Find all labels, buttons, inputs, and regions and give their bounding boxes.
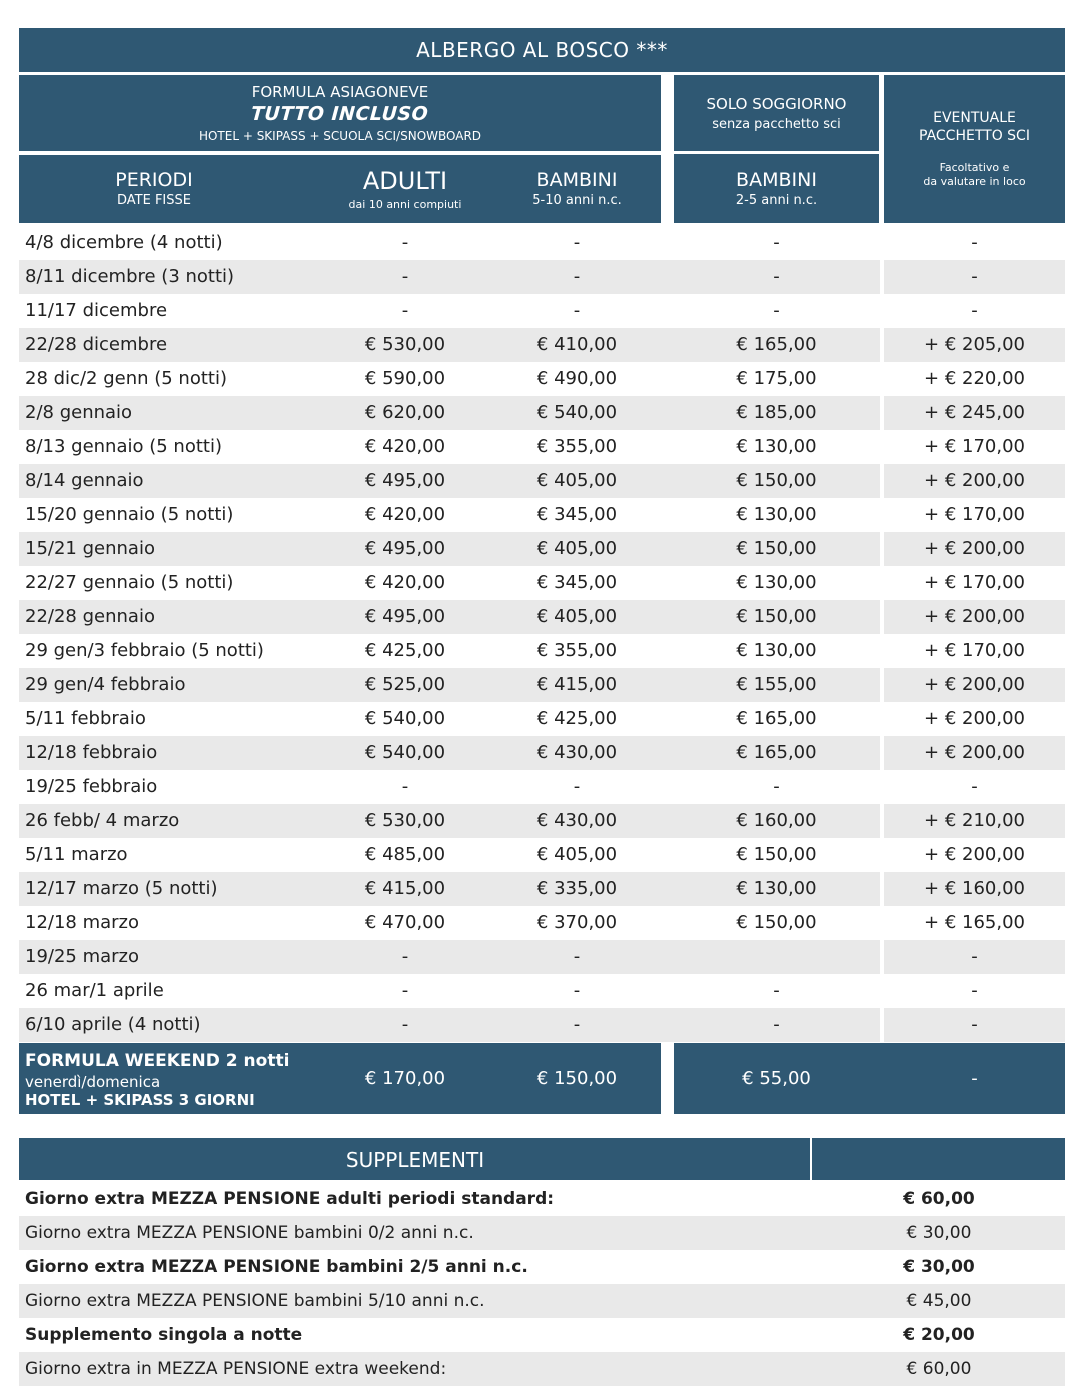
price-table	[19, 226, 1065, 1042]
table-row	[19, 1008, 1065, 1042]
table-row	[19, 430, 1065, 464]
adulti-cell: € 495,00	[364, 538, 446, 559]
period-cell: 12/18 febbraio	[25, 742, 158, 763]
bambini-cell: -	[573, 300, 581, 321]
bambini-cell: -	[573, 266, 581, 287]
supplement-price: € 45,00	[906, 1291, 972, 1311]
bambini-cell: € 415,00	[536, 674, 618, 695]
bambini-cell: -	[573, 776, 581, 797]
adulti-cell: -	[401, 1014, 409, 1035]
col-periodi-title: PERIODI	[115, 169, 193, 191]
bambini-2-cell: € 165,00	[736, 742, 817, 763]
adulti-cell: -	[401, 946, 409, 967]
ski-package-line1: EVENTUALE	[933, 110, 1016, 126]
adulti-cell: € 590,00	[364, 368, 446, 389]
table-row	[19, 464, 1065, 498]
supplement-row	[19, 1284, 1065, 1318]
ski-cell: + € 200,00	[924, 538, 1025, 559]
bambini-2-cell: € 185,00	[736, 402, 817, 423]
period-cell: 19/25 febbraio	[25, 776, 158, 797]
supplement-label: Supplemento singola a notte	[25, 1325, 303, 1345]
adulti-cell: -	[401, 300, 409, 321]
formula-includes: HOTEL + SKIPASS + SCUOLA SCI/SNOWBOARD	[198, 129, 482, 143]
ski-cell: + € 200,00	[924, 470, 1025, 491]
period-cell: 8/13 gennaio (5 notti)	[25, 436, 222, 457]
supplement-label: Giorno extra MEZZA PENSIONE adulti periodi standard:	[25, 1189, 555, 1209]
bambini-cell: € 370,00	[536, 912, 618, 933]
adulti-cell: € 525,00	[364, 674, 446, 695]
ski-package-note2: da valutare in loco	[923, 175, 1026, 188]
bambini-2-cell: -	[773, 266, 780, 287]
bambini-cell: € 410,00	[536, 334, 618, 355]
weekend-bambini-2: € 55,00	[742, 1068, 811, 1089]
bambini-2-cell: € 160,00	[736, 810, 817, 831]
supplementi-table	[19, 1182, 1065, 1386]
col-bambini-sub: 5-10 anni n.c.	[532, 193, 622, 208]
weekend-adulti: € 170,00	[364, 1068, 446, 1089]
period-cell: 8/14 gennaio	[25, 470, 144, 491]
bambini-cell: € 355,00	[536, 436, 618, 457]
adulti-cell: -	[401, 232, 409, 253]
col-periodi-sub: DATE FISSE	[117, 193, 191, 208]
table-row	[19, 974, 1065, 1008]
col-bambini-2	[674, 154, 879, 223]
adulti-cell: € 420,00	[364, 504, 446, 525]
col-adulti	[319, 154, 491, 223]
solo-soggiorno-sub: senza pacchetto sci	[712, 116, 841, 132]
bambini-2-cell: € 175,00	[736, 368, 817, 389]
supplement-row	[19, 1182, 1065, 1216]
supplement-label: Giorno extra MEZZA PENSIONE bambini 5/10 anni n.c.	[25, 1291, 485, 1311]
adulti-cell: € 530,00	[364, 810, 446, 831]
adulti-cell: € 530,00	[364, 334, 446, 355]
period-cell: 5/11 marzo	[25, 844, 128, 865]
bambini-cell: -	[573, 980, 581, 1001]
period-cell: 28 dic/2 genn (5 notti)	[25, 368, 227, 389]
table-row	[19, 906, 1065, 940]
period-cell: 26 mar/1 aprile	[25, 980, 164, 1001]
supplement-label: Giorno extra MEZZA PENSIONE bambini 0/2 anni n.c.	[25, 1223, 474, 1243]
column-headers	[19, 154, 661, 223]
ski-cell: + € 170,00	[924, 504, 1025, 525]
adulti-cell: € 415,00	[364, 878, 446, 899]
ski-cell: -	[971, 300, 978, 321]
col-adulti-title: ADULTI	[362, 166, 448, 195]
table-row	[19, 566, 1065, 600]
period-cell: 12/17 marzo (5 notti)	[25, 878, 218, 899]
bambini-cell: € 430,00	[536, 742, 618, 763]
period-cell: 2/8 gennaio	[25, 402, 133, 423]
supplementi-title: SUPPLEMENTI	[345, 1148, 485, 1172]
supplement-row	[19, 1352, 1065, 1386]
table-row	[19, 668, 1065, 702]
weekend-row-right	[674, 1043, 1065, 1114]
bambini-cell: € 335,00	[536, 878, 618, 899]
col-periodi	[79, 154, 229, 223]
bambini-cell: € 425,00	[536, 708, 618, 729]
table-row	[19, 872, 1065, 906]
bambini-cell: € 405,00	[536, 844, 618, 865]
bambini-cell: -	[573, 946, 581, 967]
adulti-cell: € 425,00	[364, 640, 446, 661]
bambini-cell: € 490,00	[536, 368, 618, 389]
bambini-2-cell: € 150,00	[736, 844, 817, 865]
table-row	[19, 770, 1065, 804]
table-row	[19, 804, 1065, 838]
ski-cell: + € 170,00	[924, 436, 1025, 457]
bambini-2-cell: € 130,00	[736, 572, 817, 593]
period-cell: 8/11 dicembre (3 notti)	[25, 266, 235, 287]
solo-soggiorno-header	[674, 75, 879, 151]
ski-package-header	[884, 75, 1065, 223]
ski-cell: + € 200,00	[924, 742, 1025, 763]
bambini-2-cell: € 165,00	[736, 334, 817, 355]
bambini-2-cell: € 130,00	[736, 878, 817, 899]
period-cell: 11/17 dicembre	[25, 300, 168, 321]
table-row	[19, 294, 1065, 328]
period-cell: 15/20 gennaio (5 notti)	[25, 504, 234, 525]
col-bambini	[491, 154, 663, 223]
table-row	[19, 396, 1065, 430]
ski-cell: + € 170,00	[924, 640, 1025, 661]
hotel-title-text: ALBERGO AL BOSCO ***	[416, 38, 668, 62]
table-row	[19, 328, 1065, 362]
adulti-cell: -	[401, 980, 409, 1001]
table-row	[19, 600, 1065, 634]
period-cell: 26 febb/ 4 marzo	[25, 810, 180, 831]
supplement-price: € 60,00	[903, 1189, 975, 1209]
ski-package-note1: Facoltativo e	[939, 161, 1010, 174]
bambini-cell: -	[573, 1014, 581, 1035]
bambini-cell: € 430,00	[536, 810, 618, 831]
weekend-row	[19, 1043, 661, 1114]
bambini-2-cell: € 155,00	[736, 674, 817, 695]
supplement-price: € 30,00	[903, 1257, 975, 1277]
adulti-cell: € 495,00	[364, 470, 446, 491]
supplement-label: Giorno extra in MEZZA PENSIONE extra weekend:	[25, 1359, 447, 1379]
ski-cell: + € 200,00	[924, 708, 1025, 729]
bambini-cell: € 405,00	[536, 470, 618, 491]
supplement-price: € 20,00	[903, 1325, 975, 1345]
period-cell: 5/11 febbraio	[25, 708, 146, 729]
ski-cell: + € 200,00	[924, 606, 1025, 627]
bambini-2-cell: € 150,00	[736, 606, 817, 627]
adulti-cell: € 420,00	[364, 572, 446, 593]
period-cell: 22/27 gennaio (5 notti)	[25, 572, 234, 593]
bambini-cell: € 345,00	[536, 572, 618, 593]
bambini-2-cell: € 165,00	[736, 708, 817, 729]
solo-soggiorno-title: SOLO SOGGIORNO	[706, 94, 847, 113]
adulti-cell: -	[401, 776, 409, 797]
period-cell: 22/28 gennaio	[25, 606, 155, 627]
bambini-2-cell: -	[773, 980, 780, 1001]
adulti-cell: € 620,00	[364, 402, 446, 423]
ski-cell: -	[971, 980, 978, 1001]
supplement-row	[19, 1318, 1065, 1352]
ski-package-line2: PACCHETTO SCI	[919, 128, 1030, 144]
bambini-2-cell: € 130,00	[736, 640, 817, 661]
period-cell: 4/8 dicembre (4 notti)	[25, 232, 223, 253]
ski-cell: + € 210,00	[924, 810, 1025, 831]
weekend-title: FORMULA WEEKEND 2 notti	[25, 1051, 290, 1071]
bambini-cell: € 405,00	[536, 606, 618, 627]
period-cell: 19/25 marzo	[25, 946, 140, 967]
period-cell: 29 gen/4 febbraio	[25, 674, 186, 695]
table-row	[19, 940, 1065, 974]
column-headers-solo	[674, 154, 879, 223]
supplement-label: Giorno extra MEZZA PENSIONE bambini 2/5 anni n.c.	[25, 1257, 528, 1277]
bambini-2-cell: € 150,00	[736, 470, 817, 491]
adulti-cell: € 540,00	[364, 742, 446, 763]
formula-header	[19, 75, 661, 151]
table-row	[19, 736, 1065, 770]
ski-cell: + € 170,00	[924, 572, 1025, 593]
bambini-2-cell	[674, 940, 879, 974]
supplementi-header	[19, 1138, 810, 1180]
ski-cell: -	[971, 1014, 978, 1035]
bambini-2-cell: -	[773, 776, 780, 797]
ski-cell: + € 245,00	[924, 402, 1025, 423]
bambini-2-cell: € 150,00	[736, 912, 817, 933]
adulti-cell: € 485,00	[364, 844, 446, 865]
bambini-2-cell: -	[773, 300, 780, 321]
adulti-cell: € 420,00	[364, 436, 446, 457]
supplement-row	[19, 1250, 1065, 1284]
ski-cell: + € 160,00	[924, 878, 1025, 899]
ski-cell: -	[971, 232, 978, 253]
ski-cell: + € 205,00	[924, 334, 1025, 355]
table-row	[19, 634, 1065, 668]
ski-cell: + € 200,00	[924, 844, 1025, 865]
supplement-row	[19, 1216, 1065, 1250]
bambini-2-cell: € 150,00	[736, 538, 817, 559]
bambini-cell: € 355,00	[536, 640, 618, 661]
bambini-2-cell: -	[773, 1014, 780, 1035]
weekend-includes: HOTEL + SKIPASS 3 GIORNI	[25, 1091, 255, 1109]
period-cell: 22/28 dicembre	[25, 334, 168, 355]
ski-cell: -	[971, 946, 978, 967]
adulti-cell: € 495,00	[364, 606, 446, 627]
weekend-days: venerdì/domenica	[25, 1073, 161, 1091]
ski-cell: + € 200,00	[924, 674, 1025, 695]
bambini-cell: € 540,00	[536, 402, 618, 423]
supplement-price: € 60,00	[906, 1359, 972, 1379]
ski-cell: -	[971, 776, 978, 797]
adulti-cell: € 470,00	[364, 912, 446, 933]
table-row	[19, 532, 1065, 566]
period-cell: 15/21 gennaio	[25, 538, 155, 559]
weekend-ski: -	[971, 1068, 978, 1089]
hotel-title	[19, 28, 1065, 72]
adulti-cell: € 540,00	[364, 708, 446, 729]
table-row	[19, 838, 1065, 872]
supplementi-header-right	[812, 1138, 1065, 1180]
table-row	[19, 498, 1065, 532]
col-bambini-2-sub: 2-5 anni n.c.	[735, 193, 818, 208]
col-bambini-title: BAMBINI	[536, 169, 618, 191]
supplement-price: € 30,00	[906, 1223, 972, 1243]
bambini-2-cell: € 130,00	[736, 504, 817, 525]
weekend-bambini: € 150,00	[536, 1068, 618, 1089]
formula-name: FORMULA ASIAGONEVE	[251, 83, 429, 101]
period-cell: 29 gen/3 febbraio (5 notti)	[25, 640, 264, 661]
col-bambini-2-title: BAMBINI	[736, 169, 817, 191]
ski-cell: -	[971, 266, 978, 287]
formula-tutto-incluso: TUTTO INCLUSO	[250, 103, 430, 125]
bambini-cell: -	[573, 232, 581, 253]
period-cell: 6/10 aprile (4 notti)	[25, 1014, 201, 1035]
ski-cell: + € 220,00	[924, 368, 1025, 389]
bambini-2-cell: € 130,00	[736, 436, 817, 457]
table-row	[19, 226, 1065, 260]
period-cell: 12/18 marzo	[25, 912, 140, 933]
bambini-2-cell: -	[773, 232, 780, 253]
table-row	[19, 702, 1065, 736]
adulti-cell: -	[401, 266, 409, 287]
table-row	[19, 362, 1065, 396]
ski-cell: + € 165,00	[924, 912, 1025, 933]
bambini-cell: € 405,00	[536, 538, 618, 559]
col-adulti-sub: dai 10 anni compiuti	[348, 197, 462, 211]
table-row	[19, 260, 1065, 294]
bambini-cell: € 345,00	[536, 504, 618, 525]
